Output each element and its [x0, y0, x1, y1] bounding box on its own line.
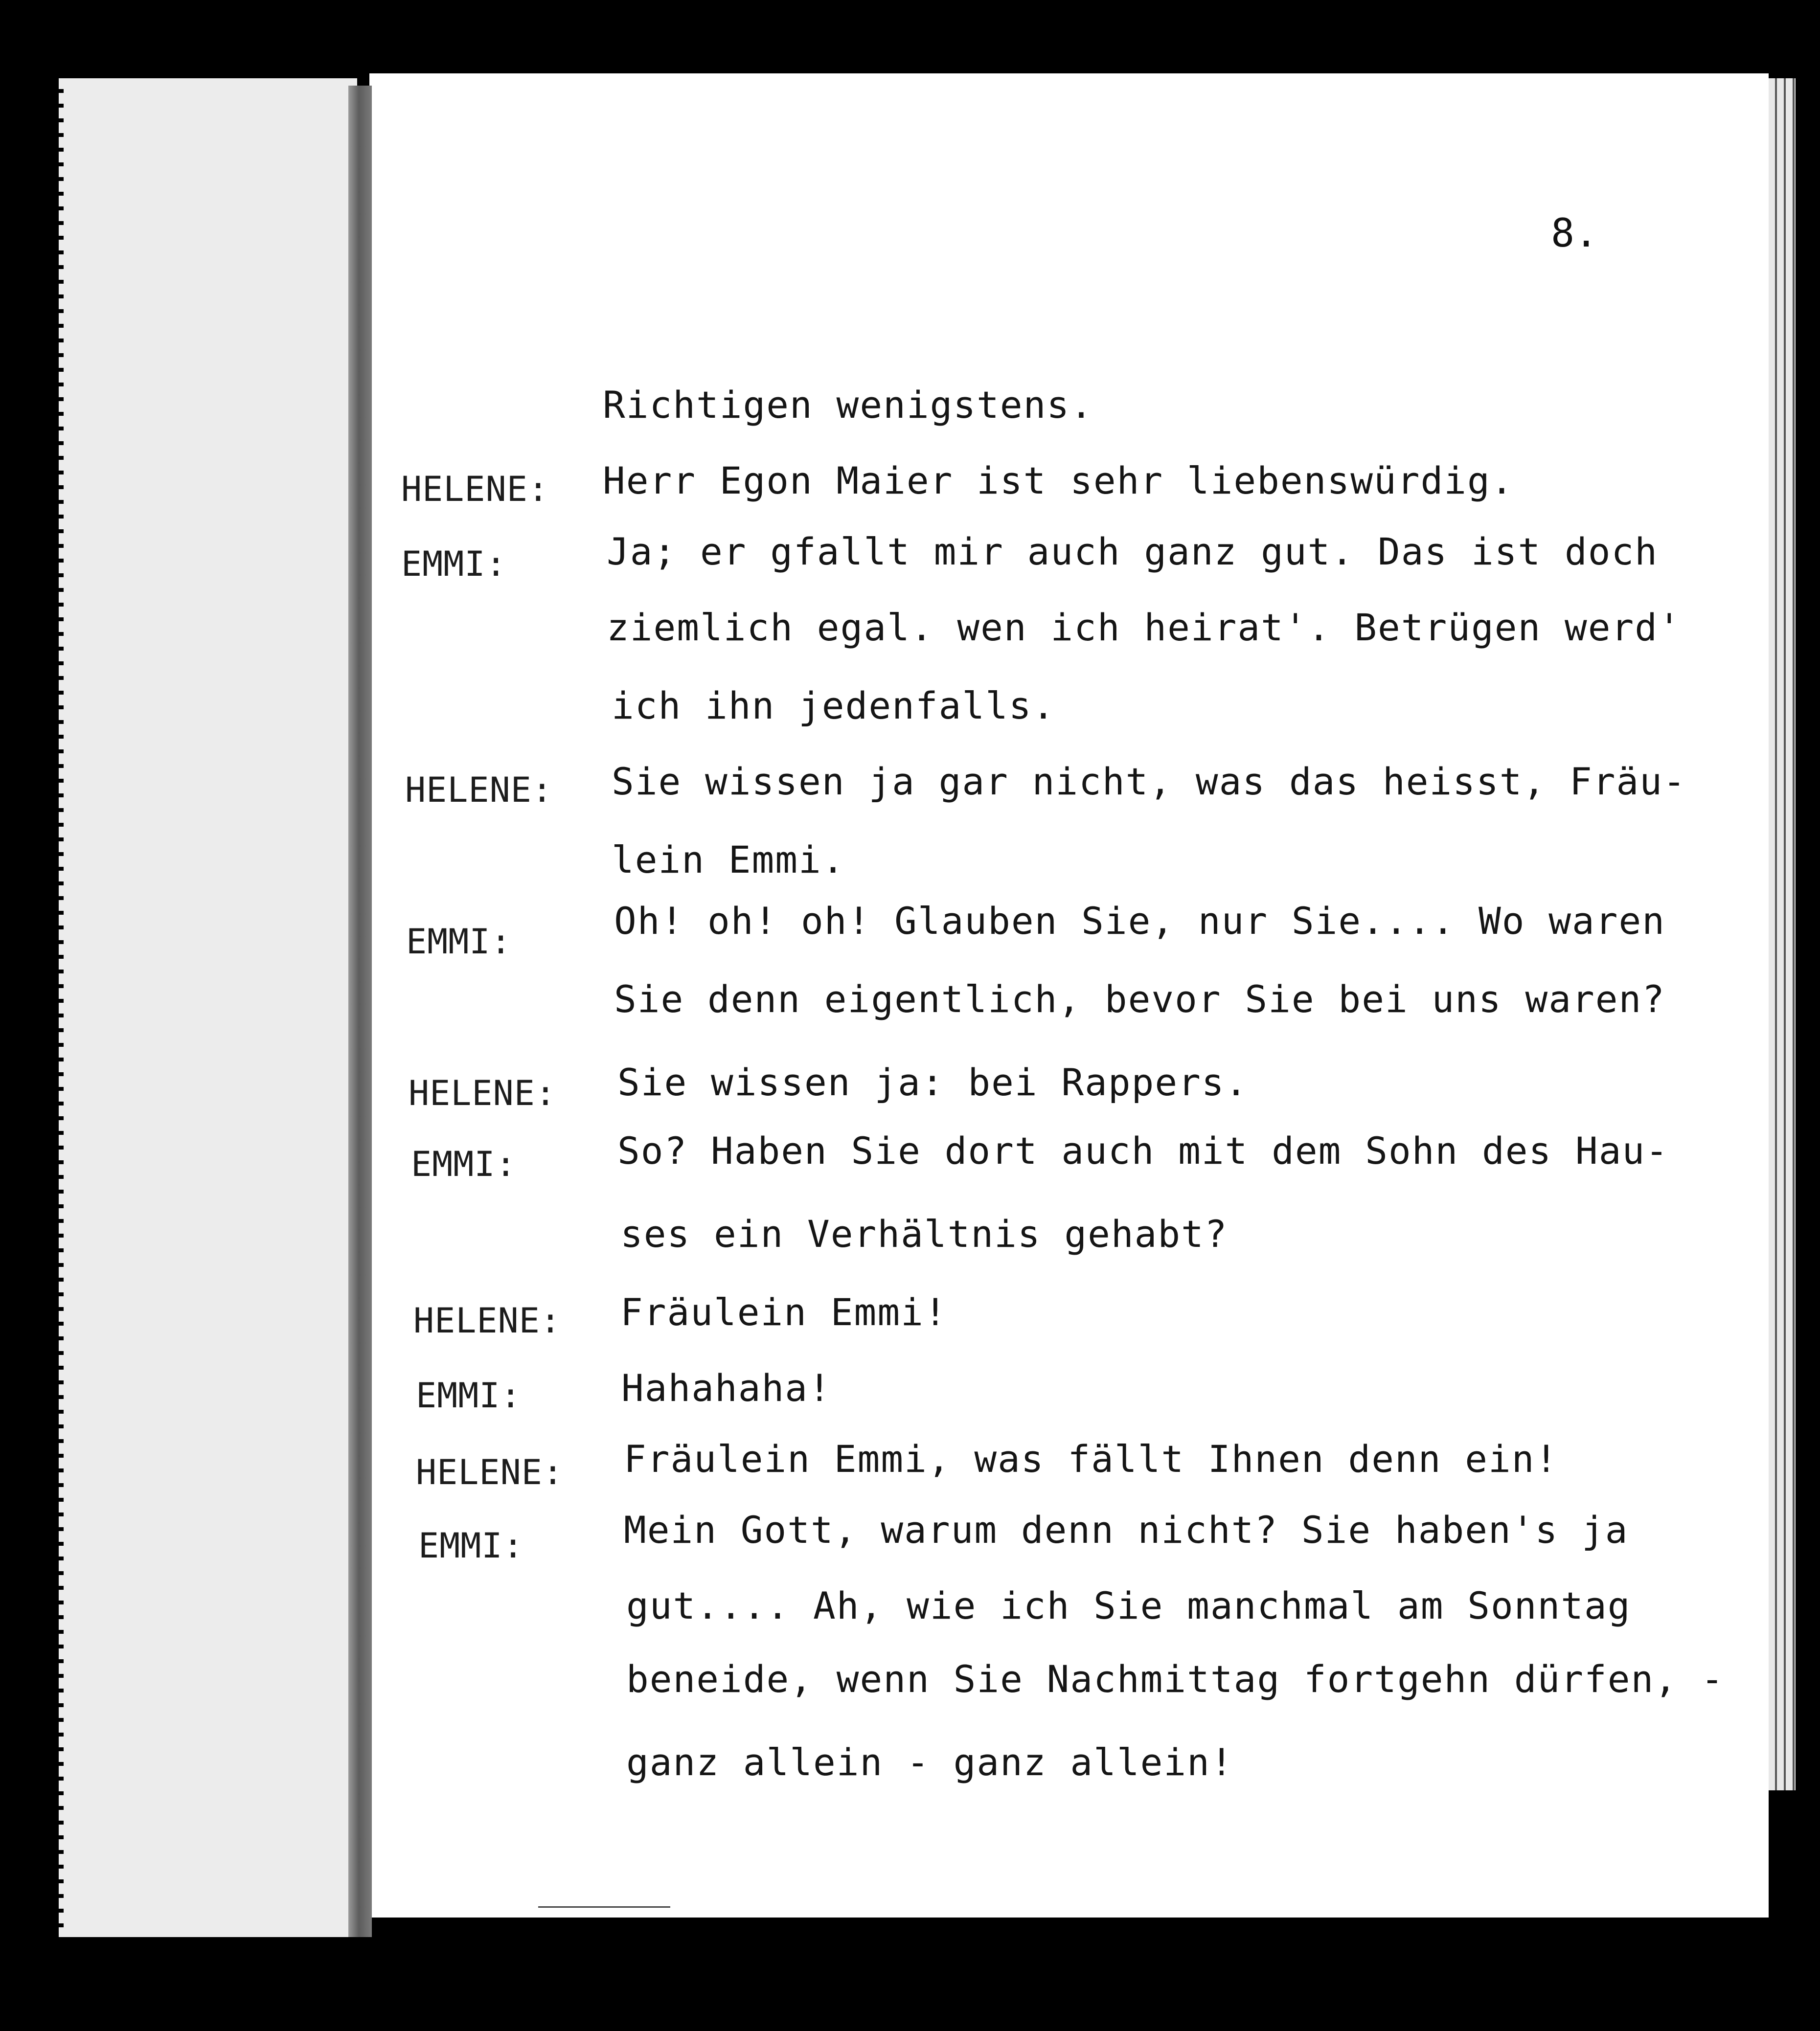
- speaker-label: EMMI:: [416, 1376, 522, 1416]
- speaker-label: HELENE:: [413, 1301, 562, 1341]
- dialogue-line: Herr Egon Maier ist sehr liebenswürdig.: [603, 459, 1514, 502]
- speaker-label: EMMI:: [418, 1526, 524, 1566]
- dialogue-line: ses ein Verhältnis gehabt?: [620, 1212, 1228, 1256]
- speaker-label: HELENE:: [409, 1073, 557, 1113]
- speaker-label: EMMI:: [406, 922, 512, 962]
- dialogue-line: gut.... Ah, wie ich Sie manchmal am Sonntag: [626, 1584, 1631, 1627]
- speaker-label: EMMI:: [411, 1144, 517, 1184]
- dialogue-line: Sie wissen ja: bei Rappers.: [617, 1061, 1249, 1104]
- facing-page: [64, 78, 357, 1937]
- speaker-label: HELENE:: [401, 469, 549, 509]
- dialogue-line: So? Haben Sie dort auch mit dem Sohn des Hau-: [617, 1129, 1669, 1173]
- dialogue-line: Fräulein Emmi, was fällt Ihnen denn ein!: [624, 1437, 1559, 1481]
- speaker-label: HELENE:: [405, 770, 553, 810]
- dialogue-line: ziemlich egal. wen ich heirat'. Betrügen werd': [607, 606, 1682, 649]
- dialogue-line: Ja; er gfallt mir auch ganz gut. Das ist doch: [607, 530, 1659, 573]
- dialogue-line: Richtigen wenigstens.: [603, 383, 1093, 427]
- dialogue-line: beneide, wenn Sie Nachmittag fortgehn dürfen, -: [626, 1657, 1725, 1701]
- dialogue-line: ich ihn jedenfalls.: [612, 684, 1056, 727]
- page-number: 8.: [1551, 210, 1598, 256]
- dialogue-line: Sie wissen ja gar nicht, was das heisst, Fräu-: [612, 760, 1686, 803]
- dialogue-line: Mein Gott, warum denn nicht? Sie haben's ja: [624, 1508, 1629, 1552]
- speaker-label: HELENE:: [416, 1452, 564, 1492]
- speaker-label: EMMI:: [401, 544, 507, 584]
- dialogue-line: Oh! oh! oh! Glauben Sie, nur Sie.... Wo waren: [614, 899, 1666, 943]
- footer-rule: [538, 1906, 670, 1908]
- dialogue-line: lein Emmi.: [612, 838, 845, 881]
- dialogue-line: Fräulein Emmi!: [620, 1290, 948, 1334]
- binding-gutter: [348, 86, 372, 1937]
- dialogue-line: Sie denn eigentlich, bevor Sie bei uns waren?: [614, 977, 1666, 1021]
- dialogue-line: ganz allein - ganz allein!: [626, 1740, 1234, 1784]
- dialogue-line: Hahahaha!: [621, 1366, 832, 1410]
